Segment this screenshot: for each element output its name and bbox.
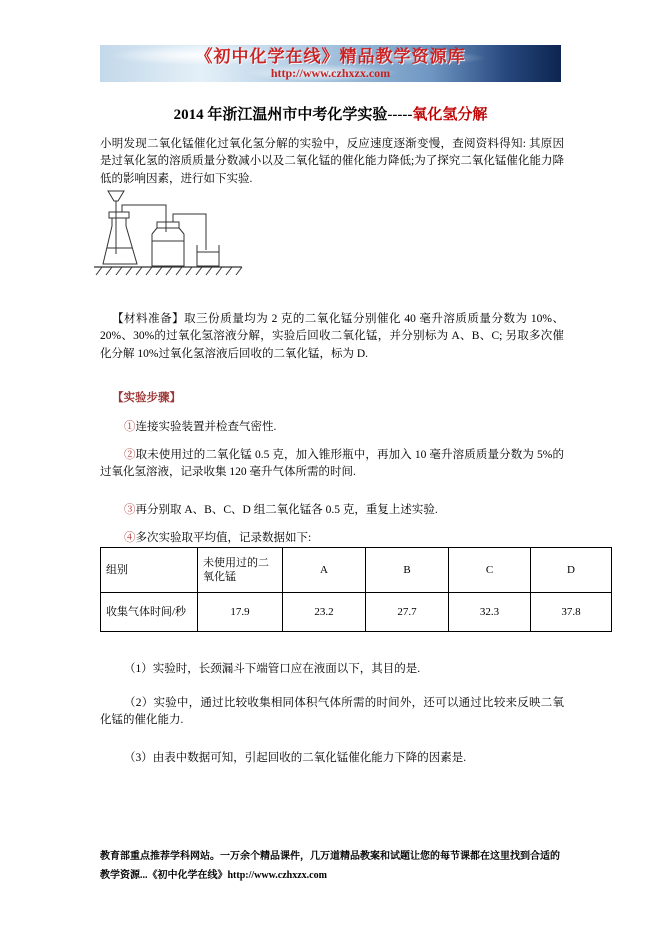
question-2: （2）实验中，通过比较收集相同体积气体所需的时间外，还可以通过比较来反映二氧化锰的催化能力. (100, 696, 564, 726)
intro-paragraph: 小明发现二氧化锰催化过氧化氢分解的实验中，反应速度逐渐变慢，查阅资料得知: 其原因是过氧化氢的溶质质量分数减小以及二氧化锰的催化能力降低;为了探究二氧化锰催化能力降低的影响因素，进行如下实验. (100, 137, 564, 185)
col-header-unused: 未使用过的二氧化锰 (198, 548, 283, 593)
results-table-header-row (101, 548, 612, 593)
value-c: 32.3 (449, 593, 531, 632)
results-table-data-row (101, 593, 612, 632)
step-3-number: ③ (124, 503, 136, 516)
question-3: （3）由表中数据可知，引起回收的二氧化锰催化能力下降的因素是. (124, 751, 467, 764)
apparatus-svg (94, 188, 244, 283)
conical-flask-icon (103, 226, 137, 264)
col-header-group: 组别 (101, 548, 198, 593)
step-2-text: 取未使用过的二氧化锰 0.5 克，加入锥形瓶中，再加入 10 毫升溶质质量分数为 5%的过氧化氢溶液，记录收集 120 毫升气体所需的时间. (100, 448, 565, 478)
banner-site-url[interactable]: http://www.czhxzx.com (270, 66, 391, 80)
materials-paragraph: 【材料准备】取三份质量均为 2 克的二氧化锰分别催化 40 毫升溶质质量分数为 10%、20%、30%的过氧化氢溶液分解，实验后回收二氧化锰，并分别标为 A、B、C; 另取多次催化分解 10%过氧化氢溶液后回收的二氧化锰，标为 D. (100, 312, 564, 360)
results-table (100, 547, 612, 632)
gas-bottle-icon (152, 234, 184, 266)
step-1-text: 连接实验装置并检查气密性. (135, 420, 277, 433)
col-header-d: D (531, 548, 612, 593)
apparatus-diagram (94, 188, 244, 283)
step-2 (100, 447, 564, 482)
step-3 (100, 502, 564, 520)
step-3-text: 再分别取 A、B、C、D 组二氧化锰各 0.5 克，重复上述实验. (135, 503, 438, 516)
value-d: 37.8 (531, 593, 612, 632)
footer (100, 847, 570, 885)
step-1-number: ① (124, 420, 136, 433)
step-4 (100, 530, 564, 548)
step-4-text: 多次实验取平均值，记录数据如下: (135, 531, 312, 544)
value-unused: 17.9 (198, 593, 283, 632)
bench-hatching (96, 267, 242, 275)
steps-heading: 【实验步骤】 (112, 391, 181, 404)
funnel-icon (108, 191, 124, 201)
question-1: （1）实验时，长颈漏斗下端管口应在液面以下，其目的是. (124, 662, 421, 675)
col-header-c: C (449, 548, 531, 593)
step-2-number: ② (124, 448, 136, 461)
step-4-number: ④ (124, 531, 136, 544)
row-label-time: 收集气体时间/秒 (101, 593, 198, 632)
footer-line2 (100, 866, 570, 885)
footer-line1: 教育部重点推荐学科网站。一万余个精品课件，几万道精品教案和试题让您的每节课都在这里找到合适的 (100, 851, 560, 862)
footer-line2-text: 教学资源...《初中化学在线》 (100, 870, 228, 881)
step-1 (100, 419, 564, 437)
banner-site-title: 《初中化学在线》精品教学资源库 (195, 47, 466, 66)
value-b: 27.7 (366, 593, 449, 632)
header-banner (100, 45, 561, 82)
col-header-a: A (283, 548, 366, 593)
measuring-beaker-icon (197, 245, 219, 266)
title-topic-text: 氧化氢分解 (412, 107, 488, 124)
value-a: 23.2 (283, 593, 366, 632)
footer-site-link[interactable]: http://www.czhxzx.com (227, 870, 327, 881)
col-header-b: B (366, 548, 449, 593)
title-main-text: 2014 年浙江温州市中考化学实验----- (173, 107, 413, 124)
page-title (100, 105, 561, 125)
